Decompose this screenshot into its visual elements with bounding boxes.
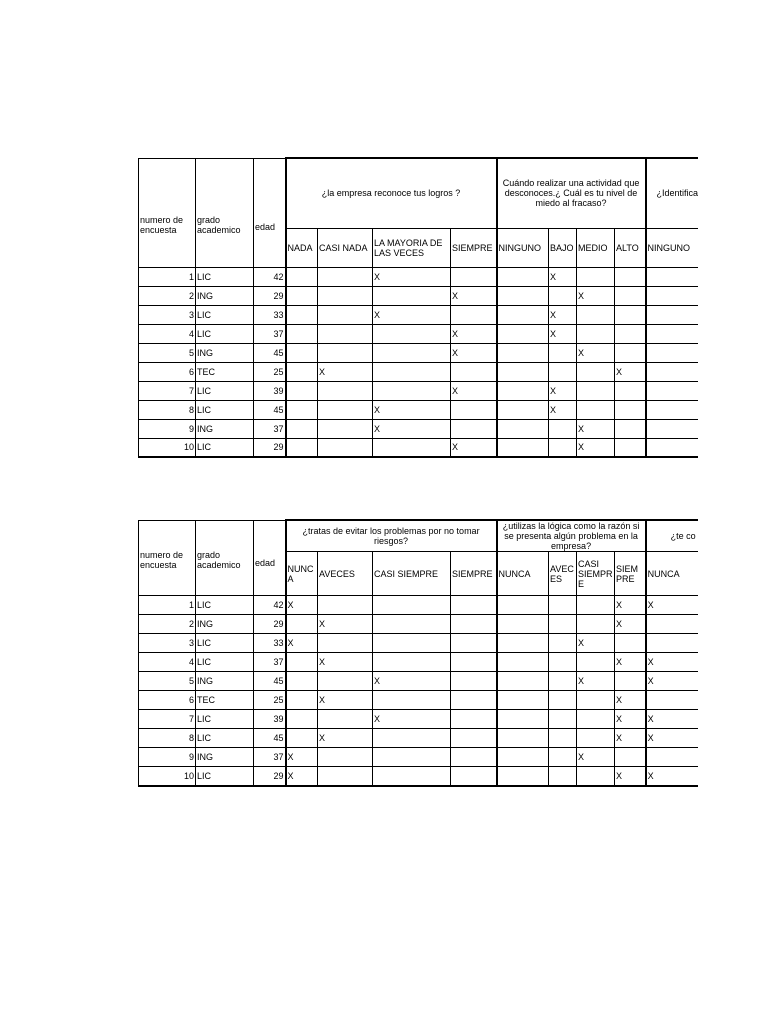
cell-answer: X [577,343,615,362]
table-row [139,438,699,457]
cell-grado: LIC [196,653,254,672]
cell-answer [615,343,646,362]
cell-answer [615,381,646,400]
cell-answer: X [373,400,451,419]
cell-answer [497,729,549,748]
cell-encuesta: 9 [139,419,196,438]
cell-answer [497,419,549,438]
cell-answer [497,324,549,343]
cell-answer [318,748,373,767]
cell-answer [615,634,646,653]
header-grado: grado academico [196,158,254,267]
cell-grado: LIC [196,267,254,286]
cell-answer [615,267,646,286]
cell-answer [497,381,549,400]
cell-answer [577,305,615,324]
header-numero: numero de encuesta [139,520,196,596]
sub-medio: MEDIO [577,228,615,267]
cell-answer [318,324,373,343]
question-te-co: ¿te co [646,520,698,552]
table-row [139,767,699,786]
cell-grado: LIC [196,305,254,324]
cell-edad: 25 [254,691,286,710]
cell-answer [451,691,497,710]
cell-grado: TEC [196,691,254,710]
cell-answer [451,305,497,324]
cell-answer [286,653,318,672]
cell-grado: ING [196,419,254,438]
sub-alto: ALTO [615,228,646,267]
table-row [139,362,699,381]
cell-answer [497,710,549,729]
cell-answer [286,419,318,438]
cell-answer [318,343,373,362]
cell-answer [451,767,497,786]
cell-answer: X [373,267,451,286]
cell-answer [577,710,615,729]
cell-encuesta: 3 [139,305,196,324]
cell-edad: 25 [254,362,286,381]
cell-answer: X [615,729,646,748]
cell-answer [615,438,646,457]
cell-encuesta: 10 [139,767,196,786]
cell-answer: X [577,634,615,653]
cell-encuesta: 6 [139,362,196,381]
cell-encuesta: 7 [139,381,196,400]
cell-answer [615,305,646,324]
cell-edad: 45 [254,343,286,362]
cell-answer: X [615,615,646,634]
cell-answer [497,305,549,324]
table-row [139,400,699,419]
cell-answer: X [318,615,373,634]
cell-answer [318,267,373,286]
cell-encuesta: 2 [139,615,196,634]
cell-answer [549,615,577,634]
cell-answer [451,596,497,615]
cell-edad: 33 [254,305,286,324]
cell-answer [286,438,318,457]
cell-edad: 42 [254,267,286,286]
cell-answer: X [286,767,318,786]
cell-answer: X [318,729,373,748]
cell-answer: X [286,634,318,653]
sub-aveces: AVECES [318,552,373,596]
cell-answer [497,672,549,691]
cell-answer [549,729,577,748]
cell-answer [497,748,549,767]
table-row [139,672,699,691]
cell-answer: X [646,653,698,672]
cell-answer [451,419,497,438]
cell-grado: ING [196,748,254,767]
cell-answer: X [646,710,698,729]
cell-encuesta: 4 [139,653,196,672]
cell-answer [646,305,698,324]
cell-answer [373,343,451,362]
cell-answer [549,286,577,305]
table-row [139,653,699,672]
cell-edad: 29 [254,615,286,634]
question-identifica: ¿Identifica [646,158,698,228]
cell-answer [615,672,646,691]
cell-answer [497,596,549,615]
cell-answer [646,381,698,400]
cell-answer [615,748,646,767]
cell-answer [497,362,549,381]
header-numero: numero de encuesta [139,158,196,267]
cell-answer [373,748,451,767]
cell-answer: X [577,748,615,767]
cell-answer [577,324,615,343]
cell-answer [646,748,698,767]
table-2-body [139,520,699,786]
cell-answer [373,691,451,710]
cell-encuesta: 1 [139,267,196,286]
sub-siempre: SIEMPRE [451,228,497,267]
cell-edad: 45 [254,729,286,748]
table-row [139,634,699,653]
cell-encuesta: 7 [139,710,196,729]
cell-answer [549,362,577,381]
sub-bajo: BAJO [549,228,577,267]
cell-answer [646,324,698,343]
cell-answer [286,615,318,634]
table-row [139,596,699,615]
sub-casi-nada: CASI NADA [318,228,373,267]
cell-answer [577,653,615,672]
cell-answer: X [318,653,373,672]
cell-encuesta: 5 [139,672,196,691]
cell-edad: 45 [254,400,286,419]
cell-grado: LIC [196,729,254,748]
cell-answer [497,615,549,634]
cell-answer: X [549,400,577,419]
table-row [139,286,699,305]
cell-answer: X [286,748,318,767]
cell-answer: X [615,362,646,381]
cell-grado: LIC [196,324,254,343]
cell-answer [451,729,497,748]
cell-answer [646,286,698,305]
cell-answer [549,653,577,672]
cell-encuesta: 5 [139,343,196,362]
cell-answer: X [615,653,646,672]
cell-answer: X [549,305,577,324]
cell-answer [646,362,698,381]
cell-grado: ING [196,343,254,362]
header-edad: edad [254,520,286,596]
cell-answer [497,438,549,457]
sub-siempre: SIEMPRE [451,552,497,596]
cell-answer: X [549,267,577,286]
cell-answer: X [615,596,646,615]
cell-answer [286,710,318,729]
cell-answer [373,634,451,653]
cell-answer: X [451,324,497,343]
cell-answer [646,615,698,634]
question-logros: ¿la empresa reconoce tus logros ? [286,158,497,228]
cell-answer [286,691,318,710]
cell-answer [646,691,698,710]
cell-answer [497,691,549,710]
table-row [139,748,699,767]
cell-answer [451,362,497,381]
cell-encuesta: 6 [139,691,196,710]
sub-nunca-2: NUNCA [497,552,549,596]
cell-answer [286,362,318,381]
cell-grado: LIC [196,381,254,400]
cell-answer [615,419,646,438]
cell-answer [646,267,698,286]
cell-answer: X [373,305,451,324]
cell-answer: X [646,767,698,786]
cell-edad: 39 [254,381,286,400]
cell-grado: TEC [196,362,254,381]
cell-encuesta: 8 [139,729,196,748]
cell-answer: X [577,419,615,438]
cell-answer: X [451,438,497,457]
table-row [139,691,699,710]
sub-nunca: NUNCA [286,552,318,596]
table-row [139,710,699,729]
cell-answer [549,419,577,438]
sub-nada: NADA [286,228,318,267]
question-riesgos: ¿tratas de evitar los problemas por no tomar riesgos? [286,520,497,552]
cell-answer [646,419,698,438]
cell-encuesta: 9 [139,748,196,767]
cell-answer [549,343,577,362]
cell-answer [373,729,451,748]
cell-edad: 29 [254,286,286,305]
cell-answer [451,615,497,634]
cell-answer [373,596,451,615]
cell-answer [373,438,451,457]
cell-answer [577,615,615,634]
cell-answer [286,381,318,400]
cell-answer [646,634,698,653]
cell-answer [373,381,451,400]
cell-answer: X [373,710,451,729]
sub-ninguno-2: NINGUNO [646,228,698,267]
cell-answer [646,400,698,419]
cell-grado: LIC [196,710,254,729]
cell-answer [549,672,577,691]
header-grado: grado academico [196,520,254,596]
cell-answer [577,729,615,748]
cell-answer [549,438,577,457]
cell-answer [451,748,497,767]
cell-answer: X [577,672,615,691]
cell-encuesta: 3 [139,634,196,653]
table-row [139,343,699,362]
cell-grado: LIC [196,400,254,419]
cell-answer [373,767,451,786]
sub-ninguno: NINGUNO [497,228,549,267]
cell-edad: 37 [254,748,286,767]
table-row [139,419,699,438]
cell-answer: X [615,710,646,729]
cell-grado: LIC [196,438,254,457]
survey-table-1-viewport [138,157,698,463]
cell-answer [577,267,615,286]
cell-edad: 29 [254,767,286,786]
cell-answer [451,267,497,286]
cell-answer [497,653,549,672]
cell-answer: X [615,767,646,786]
cell-answer: X [373,419,451,438]
cell-answer: X [646,729,698,748]
cell-answer [549,634,577,653]
cell-answer [615,286,646,305]
cell-grado: LIC [196,767,254,786]
cell-answer [497,634,549,653]
cell-answer [318,596,373,615]
sub-aveces-2: AVECES [549,552,577,596]
cell-answer [451,653,497,672]
question-logica: ¿utilizas la lógica como la razón si se presenta algún problema en la empresa? [497,520,646,552]
cell-answer [577,381,615,400]
cell-answer [373,653,451,672]
cell-answer: X [318,362,373,381]
cell-answer: X [615,691,646,710]
cell-edad: 33 [254,634,286,653]
cell-answer [286,324,318,343]
question-miedo: Cuándo realizar una actividad que desconoces.¿ Cuál es tu nivel de miedo al fracaso? [497,158,646,228]
sub-nunca-3: NUNCA [646,552,698,596]
cell-answer: X [577,438,615,457]
cell-answer [286,729,318,748]
cell-answer [451,710,497,729]
cell-answer [549,596,577,615]
sub-mayoria: LA MAYORIA DE LAS VECES [373,228,451,267]
cell-answer: X [646,672,698,691]
cell-answer [286,305,318,324]
cell-answer [373,324,451,343]
cell-answer [318,767,373,786]
cell-grado: ING [196,615,254,634]
cell-encuesta: 2 [139,286,196,305]
cell-answer [577,400,615,419]
cell-answer [549,710,577,729]
table-row [139,267,699,286]
cell-answer [451,672,497,691]
cell-answer [318,672,373,691]
sub-siempre-2: SIEMPRE [615,552,646,596]
cell-encuesta: 1 [139,596,196,615]
table-row [139,305,699,324]
cell-grado: LIC [196,596,254,615]
cell-answer [646,343,698,362]
cell-answer [318,438,373,457]
cell-answer [373,286,451,305]
cell-edad: 29 [254,438,286,457]
survey-table-2-viewport [138,519,698,790]
cell-answer: X [646,596,698,615]
cell-encuesta: 4 [139,324,196,343]
cell-answer [577,362,615,381]
cell-answer [318,634,373,653]
cell-encuesta: 8 [139,400,196,419]
sub-casi-siempre: CASI SIEMPRE [373,552,451,596]
cell-answer [318,710,373,729]
cell-grado: ING [196,672,254,691]
cell-edad: 39 [254,710,286,729]
cell-answer [318,400,373,419]
cell-answer: X [549,324,577,343]
cell-answer [615,400,646,419]
cell-grado: LIC [196,634,254,653]
cell-answer [373,615,451,634]
cell-answer [497,343,549,362]
survey-table-2 [138,519,698,787]
cell-edad: 37 [254,324,286,343]
cell-answer [451,634,497,653]
cell-answer [646,438,698,457]
table-row [139,381,699,400]
cell-answer: X [318,691,373,710]
cell-answer [549,691,577,710]
cell-answer [286,343,318,362]
cell-answer [318,381,373,400]
table-row [139,324,699,343]
cell-answer [615,324,646,343]
cell-answer [497,767,549,786]
cell-answer: X [577,286,615,305]
cell-answer [451,400,497,419]
cell-answer [373,362,451,381]
table-row [139,729,699,748]
cell-edad: 45 [254,672,286,691]
cell-answer: X [451,381,497,400]
sub-casi-siempre-2: CASI SIEMPRE [577,552,615,596]
cell-answer [318,286,373,305]
cell-edad: 37 [254,419,286,438]
cell-edad: 42 [254,596,286,615]
cell-answer: X [451,286,497,305]
cell-answer: X [451,343,497,362]
cell-answer: X [373,672,451,691]
cell-answer [286,400,318,419]
cell-answer [318,419,373,438]
cell-answer [577,691,615,710]
cell-answer [549,767,577,786]
cell-answer [497,400,549,419]
header-edad: edad [254,158,286,267]
cell-answer [497,267,549,286]
cell-answer: X [549,381,577,400]
cell-grado: ING [196,286,254,305]
cell-edad: 37 [254,653,286,672]
cell-answer [286,286,318,305]
cell-answer [286,672,318,691]
cell-answer: X [286,596,318,615]
cell-answer [286,267,318,286]
cell-encuesta: 10 [139,438,196,457]
cell-answer [497,286,549,305]
cell-answer [549,748,577,767]
table-1-body [139,158,699,457]
survey-table-1 [138,157,698,458]
cell-answer [577,767,615,786]
table-row [139,615,699,634]
cell-answer [318,305,373,324]
cell-answer [577,596,615,615]
